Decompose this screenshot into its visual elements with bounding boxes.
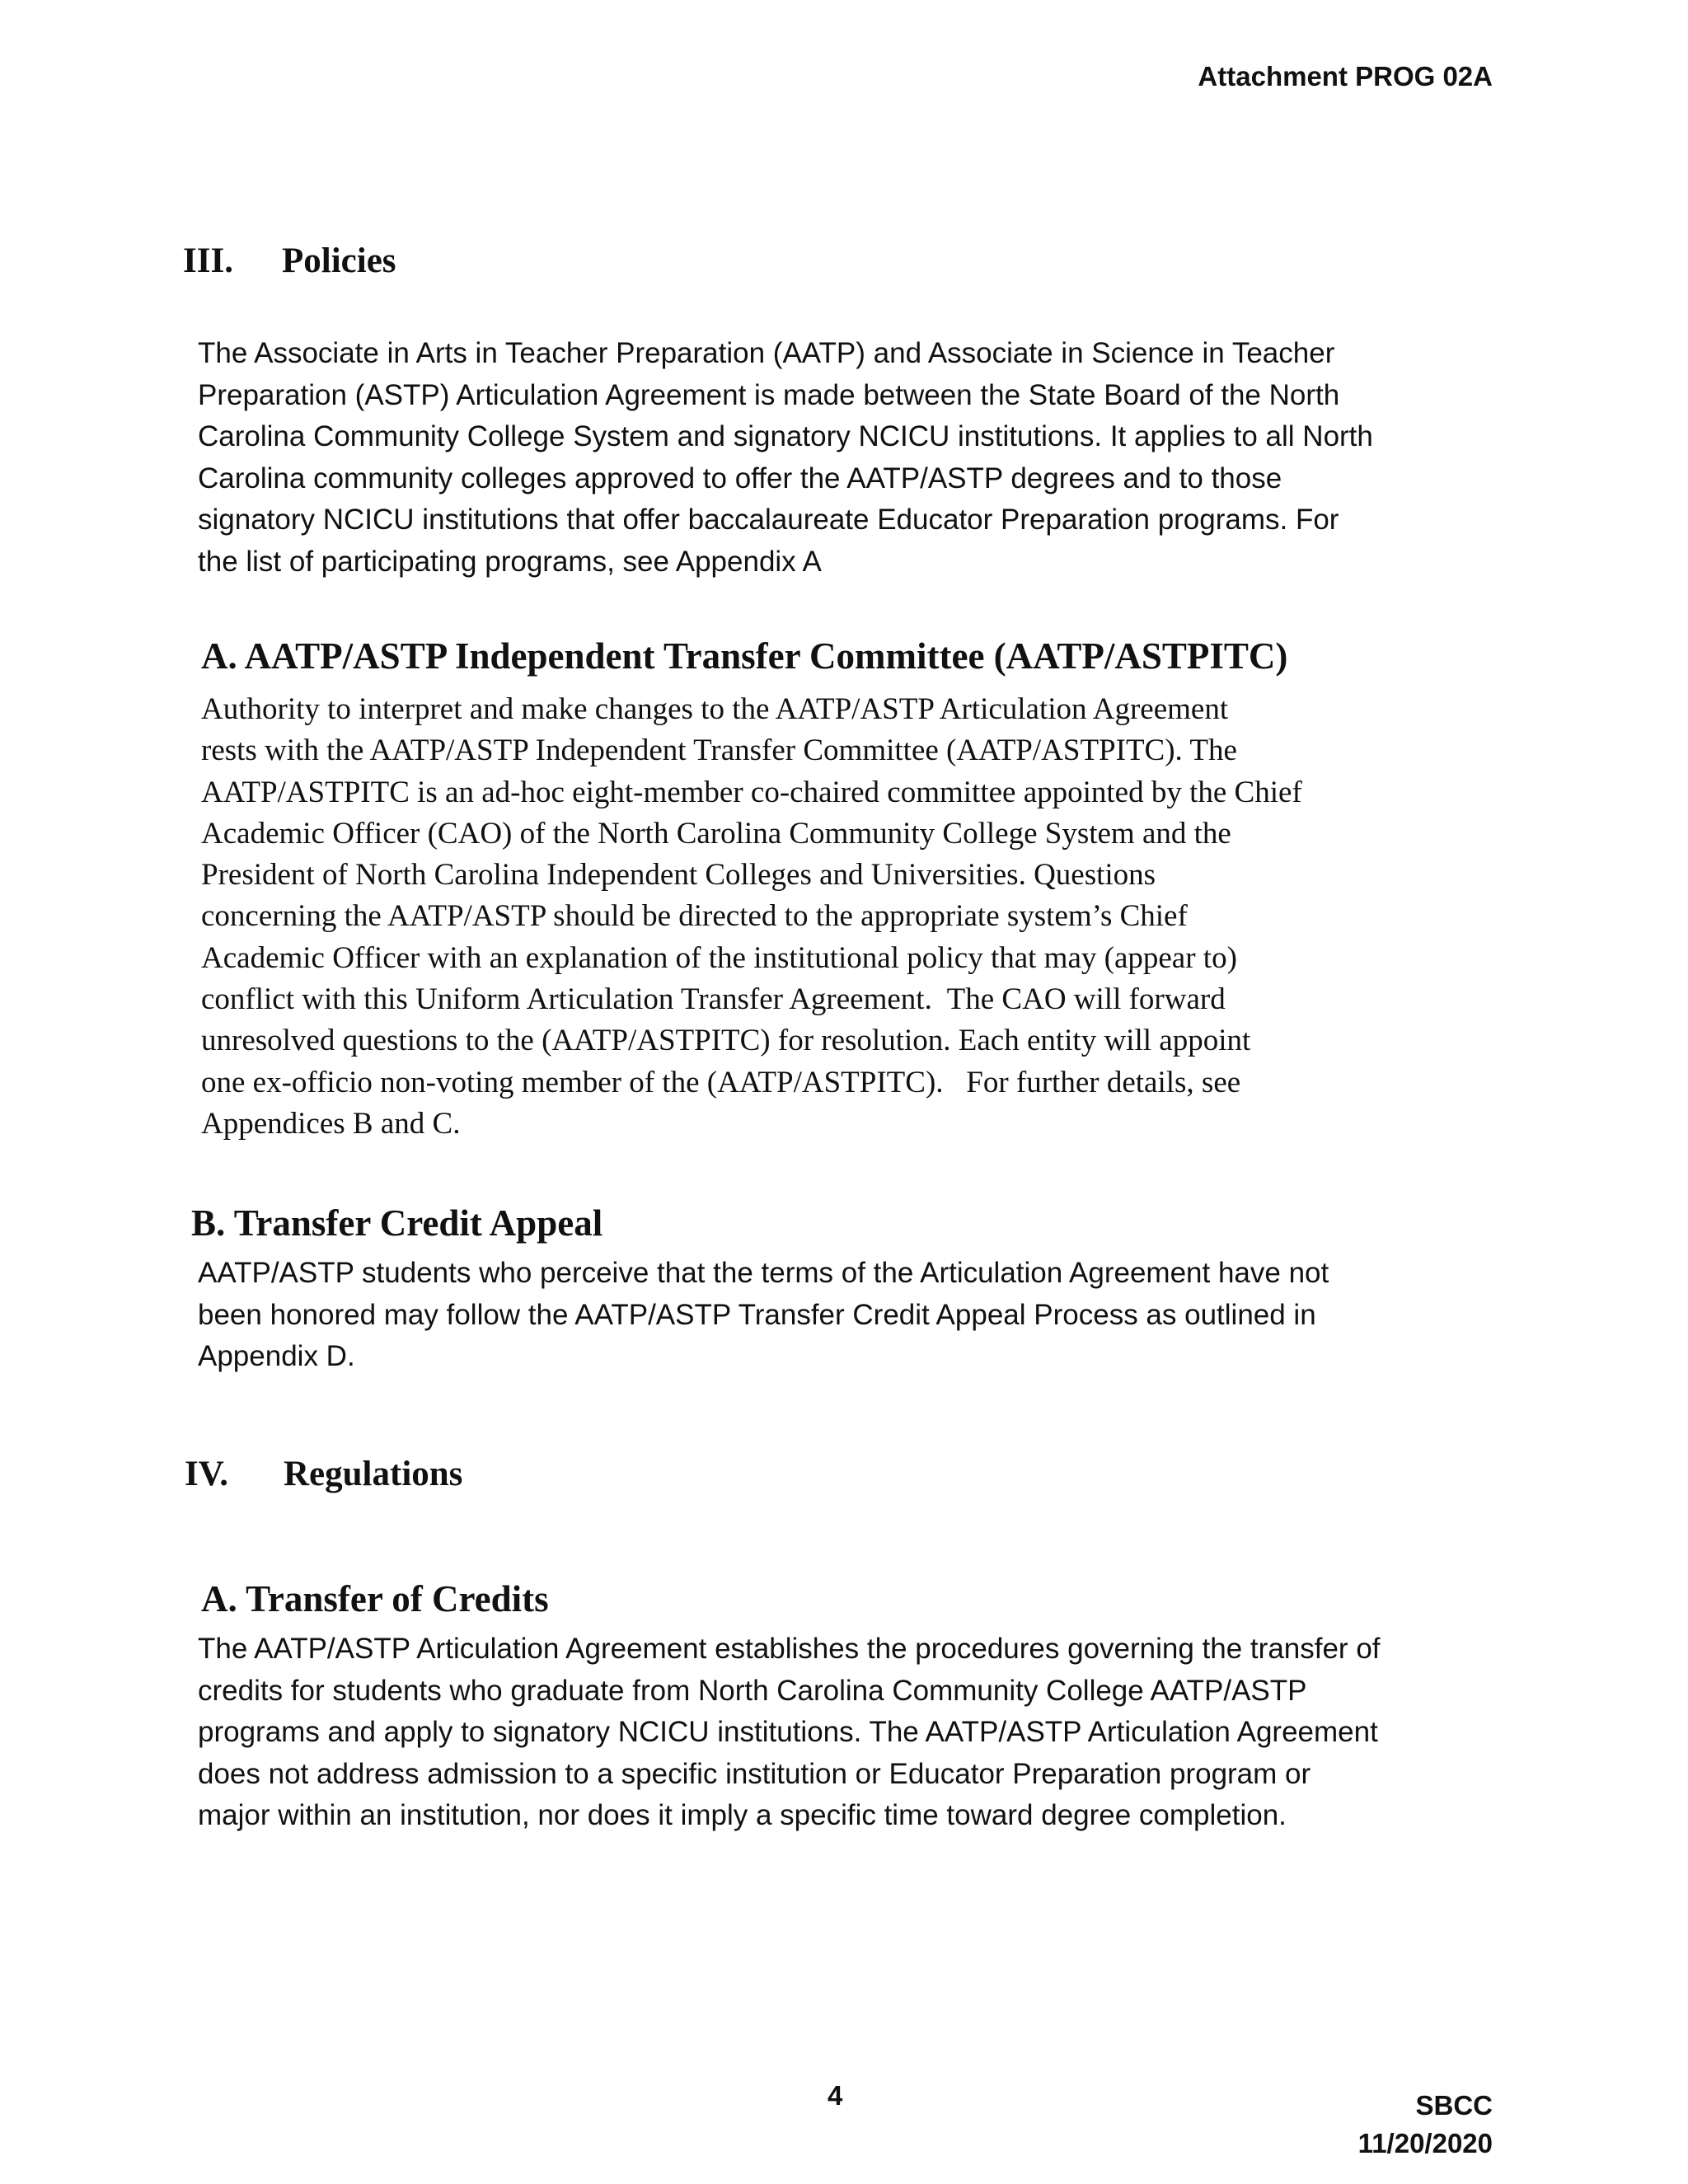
committee-paragraph — [201, 689, 1302, 1145]
paragraph-line: Carolina community colleges approved to offer the AATP/ASTP degrees and to those — [198, 462, 1282, 494]
subheading-transfer-credit-appeal: B. Transfer Credit Appeal — [191, 1202, 603, 1244]
paragraph-line: AATP/ASTPITC is an ad-hoc eight-member co-chaired committee appointed by the Chief — [201, 775, 1302, 809]
paragraph-line: the list of participating programs, see Appendix A — [198, 545, 822, 578]
paragraph-line: credits for students who graduate from North Carolina Community College AATP/ASTP — [198, 1674, 1307, 1707]
paragraph-line: AATP/ASTP students who perceive that the terms of the Articulation Agreement have not — [198, 1257, 1329, 1289]
paragraph-line: programs and apply to signatory NCICU institutions. The AATP/ASTP Articulation Agreement — [198, 1716, 1378, 1748]
paragraph-line: does not address admission to a specific institution or Educator Preparation program or — [198, 1757, 1311, 1790]
subheading-transfer-of-credits: A. Transfer of Credits — [201, 1578, 549, 1619]
section-heading-regulations — [185, 1454, 462, 1494]
paragraph-line: concerning the AATP/ASTP should be directed to the appropriate system’s Chief — [201, 899, 1188, 934]
section-number: IV. — [185, 1455, 228, 1493]
policies-intro-paragraph — [198, 333, 1373, 583]
paragraph-line: Carolina Community College System and signatory NCICU institutions. It applies to all North — [198, 420, 1373, 452]
appeal-paragraph — [198, 1253, 1329, 1378]
paragraph-line: one ex-officio non-voting member of the (AATP/ASTPITC). For further details, see — [201, 1065, 1241, 1099]
paragraph-line: rests with the AATP/ASTP Independent Transfer Committee (AATP/ASTPITC). The — [201, 733, 1237, 768]
paragraph-line: unresolved questions to the (AATP/ASTPITC) for resolution. Each entity will appoint — [201, 1024, 1251, 1058]
paragraph-line: Appendix D. — [198, 1340, 355, 1372]
paragraph-line: The Associate in Arts in Teacher Preparation (AATP) and Associate in Science in Teacher — [198, 337, 1335, 369]
paragraph-line: signatory NCICU institutions that offer baccalaureate Educator Preparation programs. For — [198, 504, 1339, 536]
subheading-independent-transfer-committee: A. AATP/ASTP Independent Transfer Committee (AATP/ASTPITC) — [201, 635, 1288, 677]
paragraph-line: The AATP/ASTP Articulation Agreement establishes the procedures governing the transfer of — [198, 1633, 1381, 1665]
paragraph-line: Authority to interpret and make changes to the AATP/ASTP Articulation Agreement — [201, 692, 1229, 726]
paragraph-line: Academic Officer (CAO) of the North Carolina Community College System and the — [201, 816, 1231, 851]
section-heading-policies — [183, 241, 396, 281]
paragraph-line: Preparation (ASTP) Articulation Agreement is made between the State Board of the North — [198, 378, 1340, 411]
paragraph-line: Academic Officer with an explanation of the institutional policy that may (appear to) — [201, 940, 1237, 975]
footer-date: 11/20/2020 — [1357, 2128, 1493, 2158]
page-number: 4 — [828, 2080, 843, 2111]
attachment-label: Attachment PROG 02A — [1198, 61, 1493, 91]
section-title: Regulations — [284, 1455, 463, 1493]
paragraph-line: conflict with this Uniform Articulation Transfer Agreement. The CAO will forward — [201, 982, 1226, 1017]
section-number: III. — [183, 241, 233, 280]
transfer-credits-paragraph — [198, 1629, 1381, 1837]
section-title: Policies — [282, 241, 396, 280]
footer-org: SBCC — [1415, 2090, 1493, 2121]
paragraph-line: major within an institution, nor does it imply a specific time toward degree completion. — [198, 1799, 1287, 1831]
paragraph-line: President of North Carolina Independent Colleges and Universities. Questions — [201, 858, 1156, 893]
paragraph-line: Appendices B and C. — [201, 1106, 461, 1141]
paragraph-line: been honored may follow the AATP/ASTP Transfer Credit Appeal Process as outlined in — [198, 1298, 1316, 1331]
footer-org-date — [1358, 2087, 1493, 2163]
